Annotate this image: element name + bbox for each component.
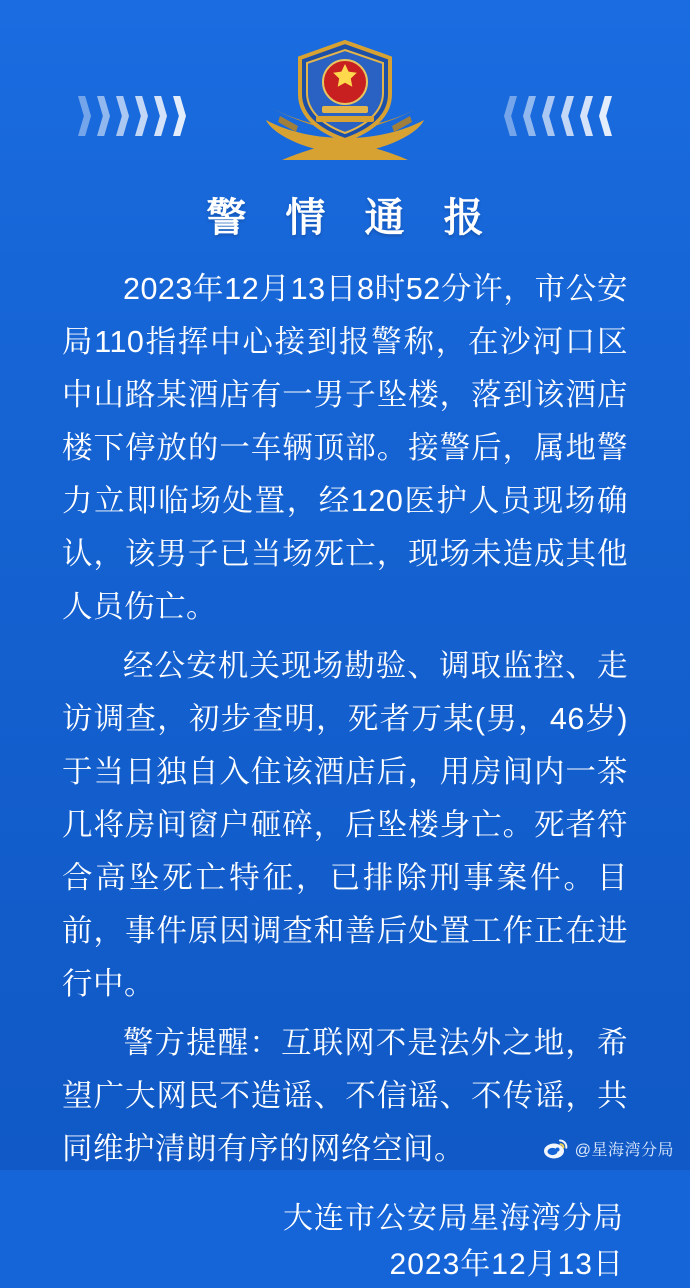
police-badge-icon — [250, 34, 440, 164]
chevron-icon — [561, 96, 574, 136]
issuing-authority: 大连市公安局星海湾分局 — [283, 1202, 624, 1235]
chevron-icon — [78, 96, 91, 136]
chevron-icon — [523, 96, 536, 136]
poster-header — [0, 0, 690, 182]
chevron-icon — [173, 96, 186, 136]
chevron-icon — [599, 96, 612, 136]
notice-body — [0, 263, 690, 1182]
watermark — [543, 1137, 674, 1160]
chevron-icon — [542, 96, 555, 136]
chevron-icon — [154, 96, 167, 136]
paragraph: 2023年12月13日8时52分许，市公安局110指挥中心接到报警称，在沙河口区中山路某酒店有一男子坠楼，落到该酒店楼下停放的一车辆顶部。接警后，属地警力立即临场处置，经120医护人员现场确认，该男子已当场死亡，现场未造成其他人员伤亡。 — [62, 272, 628, 624]
chevron-decoration-right — [504, 96, 612, 136]
chevron-icon — [580, 96, 593, 136]
chevron-decoration-left — [78, 96, 186, 136]
watermark-text: @星海湾分局 — [574, 1142, 674, 1159]
signature-block — [0, 1196, 690, 1288]
issue-date: 2023年12月13日 — [389, 1248, 624, 1281]
chevron-icon — [504, 96, 517, 136]
paragraph: 经公安机关现场勘验、调取监控、走访调查，初步查明，死者万某(男，46岁)于当日独自入住该酒店后，用房间内一茶几将房间窗户砸碎，后坠楼身亡。死者符合高坠死亡特征，已排除刑事案件。目前，事件原因调查和善后处置工作正在进行中。 — [62, 649, 628, 1001]
chevron-icon — [116, 96, 129, 136]
chevron-icon — [135, 96, 148, 136]
paragraph: 警方提醒：互联网不是法外之地，希望广大网民不造谣、不信谣、不传谣，共同维护清朗有序的网络空间。 — [62, 1026, 628, 1166]
weibo-logo-icon — [543, 1138, 569, 1160]
chevron-icon — [97, 96, 110, 136]
page-title: 警 情 通 报 — [206, 196, 498, 240]
